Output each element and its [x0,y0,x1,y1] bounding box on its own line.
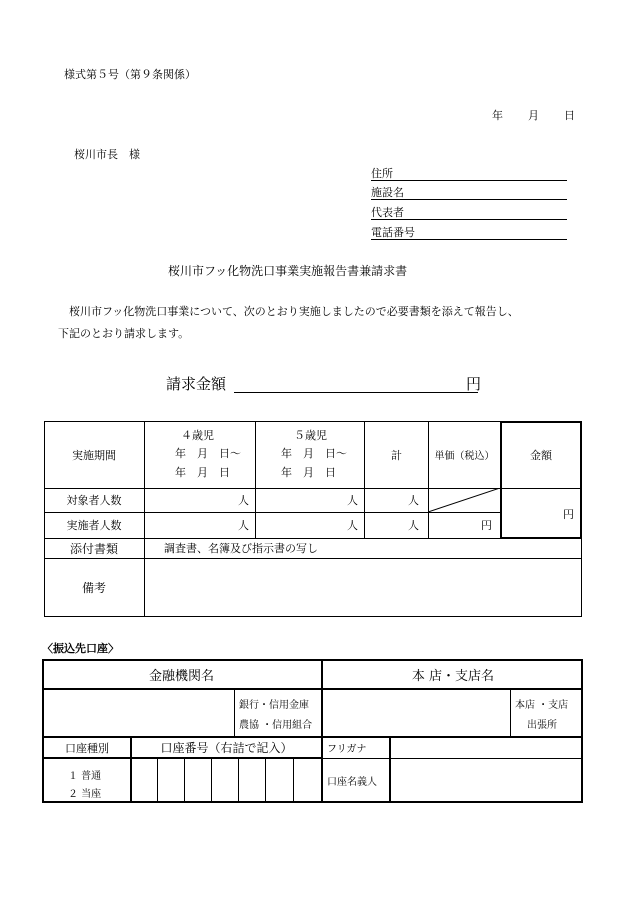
addressee: 桜川市長 様 [74,148,140,161]
account-type-checking[interactable]: ２ 当座 [68,789,102,800]
target-total-cell[interactable] [365,488,419,512]
amount-label: 金額 [530,448,552,462]
digit-divider [293,758,294,803]
person-unit: 人 [238,519,249,532]
unit-price-cell[interactable] [429,512,492,538]
age4-header [145,421,255,488]
claim-amount-unit: 円 [466,375,482,393]
address-label: 住所 [371,167,393,180]
institution-name-field[interactable] [44,690,234,736]
attachments-value: 調査書、名簿及び指示書の写し [164,542,318,555]
digit-divider [184,758,185,803]
date-year-label: 年 [492,109,503,122]
furigana-label: フリガナ [327,744,367,755]
document-title: 桜川市フッ化物洗口事業実施報告書兼請求書 [168,264,408,278]
account-holder-label: 口座名義人 [327,776,377,788]
digit-divider [211,758,212,803]
branch-name-field[interactable] [324,690,510,736]
digit-divider [238,758,239,803]
amount-cell[interactable] [500,489,574,538]
bank-section-label: 〈振込先口座〉 [42,642,119,655]
facility-label: 施設名 [371,186,404,199]
person-unit: 人 [408,494,419,507]
table-divider [234,688,235,736]
target-count-label: 対象者人数 [66,494,122,507]
claim-amount-label: 請求金額 [166,375,227,393]
phone-field[interactable] [371,223,567,240]
diagonal-slash [428,488,500,512]
remarks-label: 備考 [81,581,106,595]
unit-price-label: 単価（税込） [434,451,495,462]
digit-divider [265,758,266,803]
age5-label: ５歳児 [294,429,327,442]
remarks-field[interactable] [145,559,581,616]
date-day-label: 日 [564,109,575,122]
age5-header [256,421,364,488]
representative-field[interactable] [371,203,567,220]
claim-amount-field[interactable] [234,374,478,393]
table-divider [510,688,511,736]
amount-unit: 円 [563,507,574,521]
period-label: 実施期間 [72,448,116,462]
total-label: 計 [391,448,402,462]
account-type-label: 口座種別 [65,741,109,755]
age4-label: ４歳児 [181,429,214,442]
date-month-label: 月 [528,109,539,122]
body-line-2: 下記のとおり請求します。 [58,327,190,340]
address-field[interactable] [371,164,567,181]
form-number: 様式第５号（第９条関係） [64,68,196,81]
representative-label: 代表者 [371,206,404,219]
target-age4-cell[interactable] [145,488,249,512]
branch-type-line-2: 出張所 [527,720,557,731]
branch-type-line-1: 本店 ・支店 [515,700,569,711]
done-total-cell[interactable] [365,512,419,538]
furigana-field[interactable] [391,738,581,757]
person-unit: 人 [238,494,249,507]
digit-divider [157,758,158,803]
body-line-1: 桜川市フッ化物洗口事業について、次のとおり実施しましたので必要書類を添えて報告し、 [58,305,519,318]
target-age5-cell[interactable] [256,488,358,512]
account-type-ordinary[interactable]: １ 普通 [68,771,102,782]
account-holder-field[interactable] [391,759,581,801]
attachments-label: 添付書類 [69,541,118,556]
bank-type-line-2: 農協 ・信用組合 [239,720,313,731]
age4-start-date[interactable]: 年 月 日～ [175,447,241,460]
done-count-label: 実施者人数 [66,519,122,532]
phone-label: 電話番号 [371,226,415,239]
branch-label: 本 店・支店名 [411,668,495,684]
done-age4-cell[interactable] [145,512,249,538]
done-age5-cell[interactable] [256,512,358,538]
age4-end-date[interactable]: 年 月 日 [175,466,230,479]
age5-start-date[interactable]: 年 月 日～ [281,447,347,460]
yen-unit: 円 [481,519,492,532]
account-number-label: 口座番号（右詰で記入） [160,741,293,755]
bank-type-line-1: 銀行・信用金庫 [239,700,309,711]
person-unit: 人 [347,519,358,532]
person-unit: 人 [347,494,358,507]
table-divider [42,757,322,759]
institution-label: 金融機関名 [148,668,214,684]
age5-end-date[interactable]: 年 月 日 [281,466,336,479]
person-unit: 人 [408,519,419,532]
facility-field[interactable] [371,183,567,200]
